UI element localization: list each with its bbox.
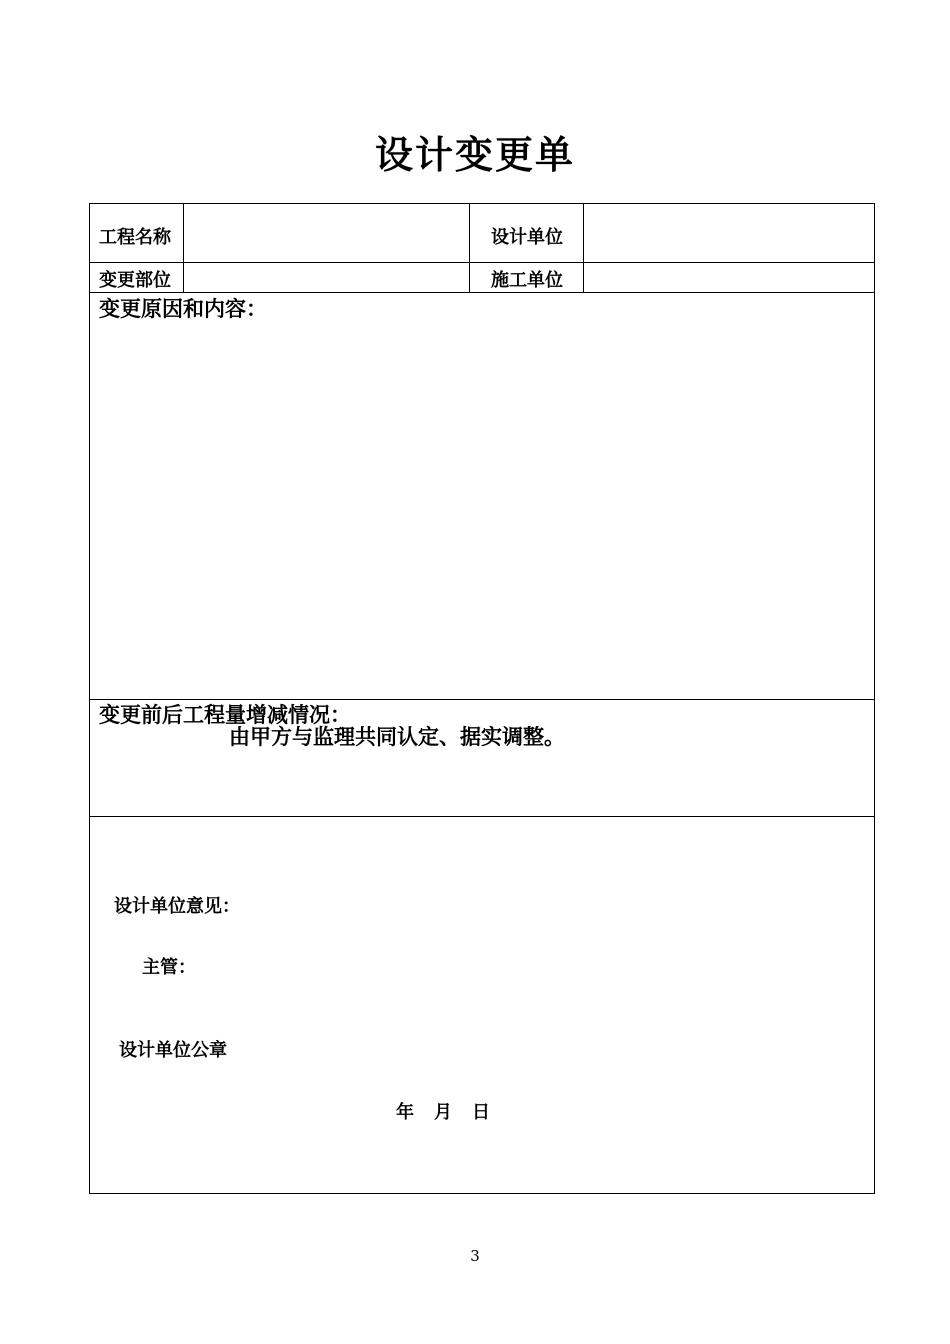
supervisor-label: 主管： (142, 957, 196, 978)
design-seal-label: 设计单位公章 (119, 1040, 227, 1061)
date-month-label: 月 (434, 1102, 452, 1123)
quantity-change-label: 变更前后工程量增减情况： (99, 703, 351, 727)
page-number: 3 (470, 1247, 480, 1265)
design-unit-label: 设计单位 (491, 227, 563, 248)
date-year-label: 年 (396, 1102, 414, 1123)
document-title: 设计变更单 (374, 133, 575, 177)
row-divider-1 (90, 262, 874, 263)
design-opinion-label: 设计单位意见： (114, 896, 240, 917)
quantity-change-content: 由甲方与监理共同认定、据实调整。 (229, 725, 565, 749)
change-form-table (89, 203, 875, 1194)
col-divider-1 (183, 204, 184, 292)
change-part-label: 变更部位 (99, 270, 171, 291)
row-divider-4 (90, 816, 874, 817)
date-day-label: 日 (472, 1102, 490, 1123)
change-reason-label: 变更原因和内容： (99, 297, 267, 321)
construction-unit-label: 施工单位 (491, 270, 563, 291)
project-name-label: 工程名称 (99, 227, 171, 248)
col-divider-2 (469, 204, 470, 292)
col-divider-3 (583, 204, 584, 292)
